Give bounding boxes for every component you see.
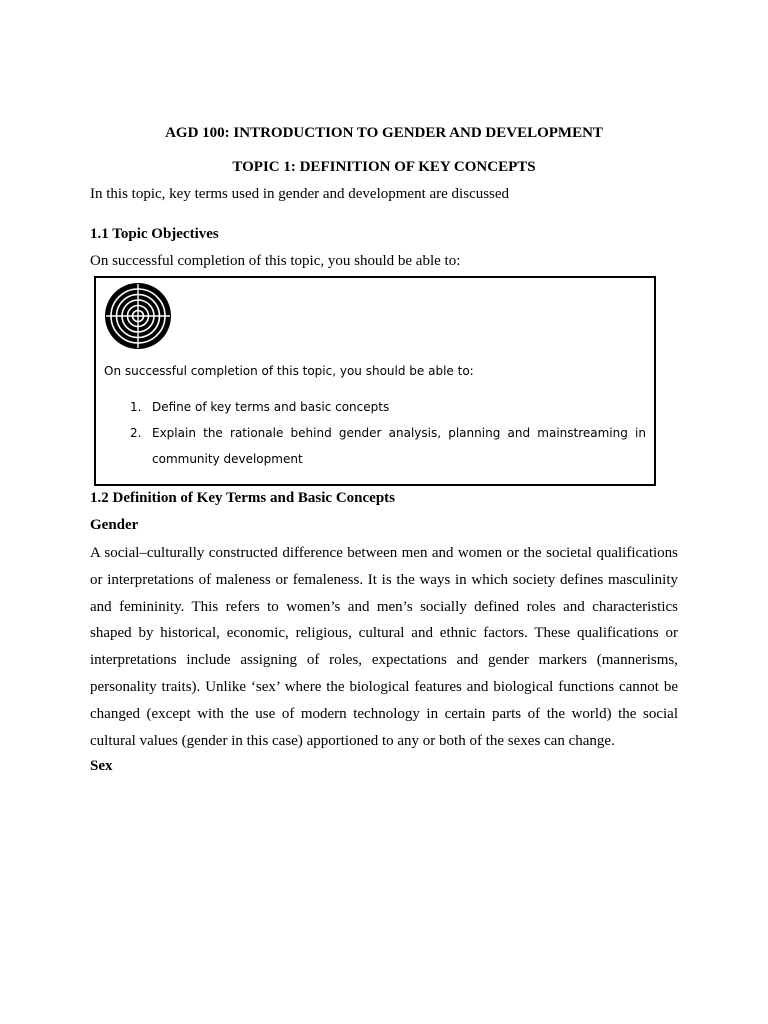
section-heading: 1.2 Definition of Key Terms and Basic Concepts [90,490,396,506]
objectives-box [94,276,656,486]
intro-text: In this topic, key terms used in gender and development are discussed [90,186,510,202]
list-item [104,420,646,472]
course-title: AGD 100: INTRODUCTION TO GENDER AND DEVELOPMENT [165,125,603,141]
objectives-list [104,394,646,472]
list-item-number: 1. [130,400,142,414]
gender-heading: Gender [90,517,139,533]
objectives-heading: 1.1 Topic Objectives [90,226,219,242]
sex-heading: Sex [90,758,113,774]
list-item [104,394,646,420]
list-item-text: Explain the rationale behind gender analysis, planning and mainstreaming in community development [152,426,646,466]
list-item-number: 2. [130,426,142,440]
objectives-lead: On successful completion of this topic, you should be able to: [90,253,461,269]
list-item-text: Define of key terms and basic concepts [152,400,390,414]
topic-title: TOPIC 1: DEFINITION OF KEY CONCEPTS [232,159,536,175]
target-icon [104,282,172,350]
box-lead-text: On successful completion of this topic, you should be able to: [104,364,474,378]
gender-paragraph: A social–culturally constructed difference between men and women or the societal qualifications or interpretations of maleness or femaleness. It is the ways in which society defines masculinity and femininity. This refers to women’s and men’s socially defined roles and characteristics shaped by historical, economic, religious, cultural and ethnic factors. These qualifications or interpretations include assigning of roles, expectations and gender markers (mannerisms, personality traits). Unlike ‘sex’ where the biological features and biological functions cannot be changed (except with the use of modern technology in certain parts of the world) the social cultural values (gender in this case) apportioned to any or both of the sexes can change. [90,545,678,749]
